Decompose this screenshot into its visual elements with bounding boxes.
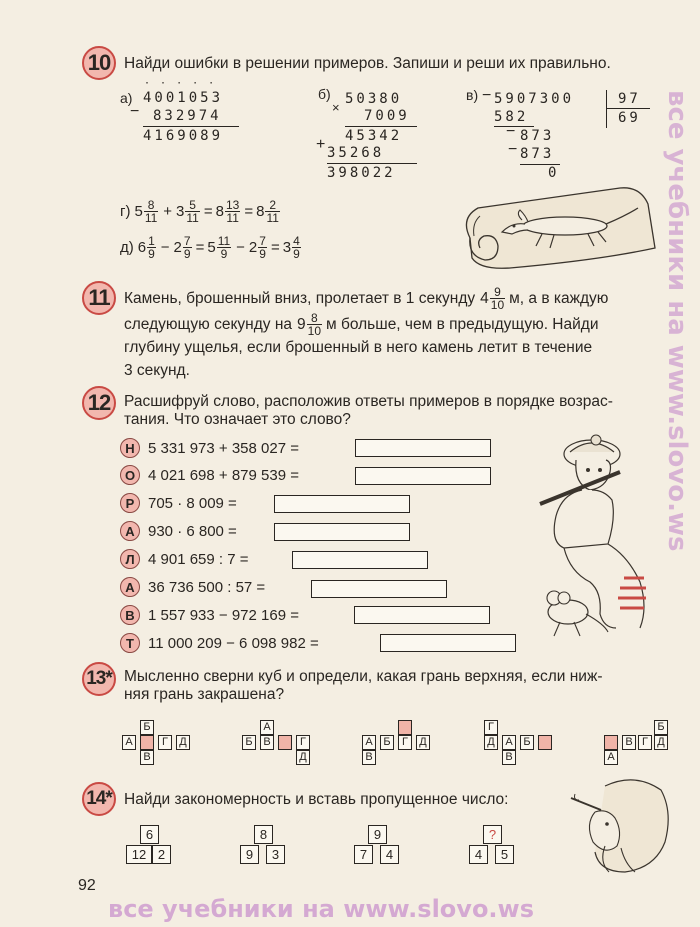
net-face: В — [502, 750, 516, 765]
task-10b-sign-add: + — [316, 136, 326, 153]
task-11-line4: 3 секунд. — [124, 362, 190, 379]
task-11-whole2: 9 — [297, 316, 306, 333]
task-10g-f1 — [144, 199, 158, 224]
letter-badge: А — [120, 577, 140, 597]
task-11-line1 — [124, 287, 608, 310]
task-10d-w5: 3 — [282, 238, 292, 256]
task-12-row-4 — [120, 520, 237, 542]
task-10b-label: б) — [318, 86, 331, 102]
den: 11 — [226, 210, 239, 225]
task-12-row-5 — [120, 548, 249, 570]
task-12-badge: 12 — [82, 386, 116, 420]
task-10d-expression — [120, 232, 302, 262]
den: 11 — [186, 210, 199, 225]
pattern-right: 3 — [266, 845, 285, 864]
task-10v-label: в) — [466, 87, 479, 103]
net-face-shaded — [398, 720, 412, 735]
answer-box-5[interactable] — [292, 551, 428, 569]
task-10a-line — [143, 126, 239, 127]
net-face: А — [260, 720, 274, 735]
pattern-left: 12 — [126, 845, 152, 864]
task-10b-top: 50380 — [345, 91, 403, 107]
task-10v-divisor-line — [606, 108, 650, 109]
net-face: Д — [484, 735, 498, 750]
num: 1 — [148, 233, 155, 248]
den: 10 — [307, 324, 322, 338]
task-10g-w3: 8 — [215, 202, 224, 220]
task-10b-p1: 45342 — [345, 128, 403, 144]
task-10v-r1: 582 — [494, 109, 529, 125]
pattern-right: 5 — [495, 845, 514, 864]
net-face: А — [502, 735, 516, 750]
task-10g-eq1: = — [203, 202, 213, 220]
task-10b-line1 — [345, 126, 417, 127]
task-10a-bottom: 832974 — [153, 108, 222, 124]
den: 11 — [144, 210, 158, 225]
task-12-row-7 — [120, 604, 299, 626]
task-11-frac2 — [307, 312, 322, 337]
task-12-row-3 — [120, 492, 237, 514]
task-10d-eq1: = — [195, 238, 205, 256]
task-10d-f1 — [147, 235, 156, 260]
task-10v-bracket — [606, 90, 607, 128]
task-10v-r2: 873 — [520, 128, 555, 144]
net-face: А — [604, 750, 618, 765]
net-face: Г — [638, 735, 652, 750]
task-10b-p2: 35268 — [327, 145, 385, 161]
net-face: Г — [158, 735, 172, 750]
task-13-badge: 13* — [82, 662, 116, 696]
task-10v-divisor: 97 — [618, 91, 641, 107]
net-face: Б — [380, 735, 394, 750]
pattern-top: 6 — [140, 825, 159, 844]
task-10g-op: + — [163, 202, 173, 220]
task-11-whole1: 4 — [480, 290, 489, 307]
task-10v-dividend: 5907300 — [494, 91, 575, 107]
task-10b-result: 398022 — [327, 165, 396, 181]
task-10g-w2: 3 — [176, 202, 185, 220]
net-face: В — [362, 750, 376, 765]
task-11-frac1 — [490, 286, 505, 311]
net-face: Г — [296, 735, 310, 750]
task-10b-sign-mul: × — [332, 100, 340, 115]
net-face-shaded — [140, 735, 154, 750]
num: 2 — [265, 199, 279, 212]
answer-box-6[interactable] — [311, 580, 447, 598]
net-face-shaded — [538, 735, 552, 750]
num: 9 — [490, 286, 505, 299]
pattern-left: 4 — [469, 845, 488, 864]
net-face: Д — [416, 735, 430, 750]
letter-badge: О — [120, 465, 140, 485]
answer-box-2[interactable] — [355, 467, 491, 485]
task-11-line1-a: Камень, брошенный вниз, пролетает в 1 секунду — [124, 290, 476, 307]
task-14-badge: 14* — [82, 782, 116, 816]
task-10g-w1: 5 — [134, 202, 143, 220]
task-10v-quotient: 69 — [618, 110, 641, 126]
task-13-line2: няя грань закрашена? — [124, 686, 285, 703]
task-12-row-6 — [120, 576, 265, 598]
task-10g-label: г) — [120, 202, 131, 220]
net-face: В — [140, 750, 154, 765]
task-10a-dots: · · · · · — [144, 78, 217, 89]
task-12-row-8 — [120, 632, 319, 654]
page-number: 92 — [78, 877, 96, 894]
num: 8 — [144, 199, 158, 212]
den: 11 — [266, 210, 279, 225]
pattern-top: 8 — [254, 825, 273, 844]
net-face-shaded — [278, 735, 292, 750]
task-10v-sign2: − — [506, 123, 516, 140]
letter-badge: А — [120, 521, 140, 541]
den: 9 — [220, 246, 228, 261]
letter-badge: Л — [120, 549, 140, 569]
boy-with-flute-illustration — [520, 432, 670, 642]
num: 7 — [183, 233, 191, 248]
net-face: Г — [484, 720, 498, 735]
den: 10 — [490, 298, 505, 312]
expression: 1 557 933 − 972 169 = — [148, 606, 299, 624]
task-10d-eq2: = — [270, 238, 280, 256]
net-face: Б — [520, 735, 534, 750]
task-10d-op1: − — [160, 238, 170, 256]
pattern-right: 2 — [152, 845, 171, 864]
task-10b-line2 — [327, 163, 417, 164]
answer-box-4[interactable] — [274, 523, 410, 541]
task-10a-result: 4169089 — [143, 128, 224, 144]
task-10a-label: а) — [120, 90, 133, 106]
den: 9 — [259, 246, 266, 261]
net-face: Б — [242, 735, 256, 750]
expression: 4 021 698 + 879 539 = — [148, 466, 299, 484]
net-face: Д — [176, 735, 190, 750]
task-10d-w3: 5 — [207, 238, 216, 256]
pattern-top-unknown[interactable]: ? — [483, 825, 502, 844]
task-12-row-1 — [120, 437, 299, 459]
net-face: В — [622, 735, 636, 750]
net-face: Г — [398, 735, 412, 750]
expression: 5 331 973 + 358 027 = — [148, 439, 299, 457]
net-face: Б — [654, 720, 668, 735]
letter-badge: В — [120, 605, 140, 625]
expression: 36 736 500 : 57 = — [148, 578, 266, 596]
num: 5 — [185, 199, 199, 212]
letter-badge: Т — [120, 633, 140, 653]
den: 9 — [148, 246, 155, 261]
task-10g-f2 — [185, 199, 199, 224]
answer-box-1[interactable] — [355, 439, 491, 457]
letter-badge: Р — [120, 493, 140, 513]
pattern-left: 7 — [354, 845, 373, 864]
task-10d-w1: 6 — [137, 238, 147, 256]
task-10a-sign: − — [130, 103, 140, 120]
task-10b-bottom: 7009 — [364, 108, 410, 124]
elephant-illustration — [565, 772, 675, 882]
pattern-top: 9 — [368, 825, 387, 844]
watermark-side: все учебники на www.slovo.ws — [662, 90, 692, 552]
answer-box-7[interactable] — [354, 606, 490, 624]
net-face: А — [362, 735, 376, 750]
den: 9 — [183, 246, 191, 261]
task-10g-expression — [120, 196, 281, 226]
task-10d-f3 — [217, 235, 231, 260]
num: 7 — [259, 233, 266, 248]
task-10a-top: 4001053 — [143, 90, 224, 106]
task-10g-f4 — [265, 199, 279, 224]
expression: 11 000 209 − 6 098 982 = — [148, 634, 319, 652]
task-11-line2 — [124, 313, 598, 336]
answer-box-3[interactable] — [274, 495, 410, 513]
task-10g-w4: 8 — [256, 202, 265, 220]
pattern-right: 4 — [380, 845, 399, 864]
task-11-line3: глубину ущелья, если брошенный в него камень летит в течение — [124, 339, 593, 356]
task-10d-op2: − — [236, 238, 245, 256]
watermark-bottom: все учебники на www.slovo.ws — [108, 895, 534, 923]
task-10d-f5 — [292, 235, 301, 260]
task-10g-eq2: = — [244, 202, 254, 220]
task-12-line2: тания. Что означает это слово? — [124, 411, 351, 428]
task-10d-label: д) — [120, 238, 134, 256]
expression: 705 · 8 009 = — [148, 494, 237, 512]
task-14-text: Найди закономерность и вставь пропущенное число: — [124, 791, 509, 808]
expression: 930 · 6 800 = — [148, 522, 237, 540]
net-face: Д — [296, 750, 310, 765]
net-face: А — [122, 735, 136, 750]
task-11-line2-a: следующую секунду на — [124, 316, 293, 333]
pattern-left: 9 — [240, 845, 259, 864]
letter-badge: Н — [120, 438, 140, 458]
den: 9 — [293, 246, 300, 261]
expression: 4 901 659 : 7 = — [148, 550, 249, 568]
task-11-line2-b: м больше, чем в предыдущую. Найди — [326, 316, 599, 333]
num: 4 — [293, 233, 300, 248]
num: 11 — [217, 233, 231, 248]
task-11-line1-b: м, а в каждую — [509, 290, 609, 307]
answer-box-8[interactable] — [380, 634, 516, 652]
net-face: Д — [654, 735, 668, 750]
task-10-badge: 10 — [82, 46, 116, 80]
task-11-badge: 11 — [82, 281, 116, 315]
task-10d-f2 — [183, 235, 192, 260]
task-10v-sign3: − — [508, 141, 518, 158]
task-10d-f4 — [258, 235, 267, 260]
num: 8 — [307, 312, 322, 325]
dachshund-illustration — [450, 178, 660, 276]
task-10v-rem: 0 — [548, 165, 560, 181]
task-10v-r3: 873 — [520, 146, 555, 162]
task-10d-w2: 2 — [173, 238, 182, 256]
task-10v-sign1: − — [482, 87, 492, 104]
net-face: Б — [140, 720, 154, 735]
task-12-line1: Расшифруй слово, расположив ответы примеров в порядке возрас- — [124, 393, 613, 410]
task-10-text: Найди ошибки в решении примеров. Запиши и реши их правильно. — [124, 55, 611, 72]
num: 13 — [225, 197, 240, 212]
task-10g-f3 — [225, 199, 240, 224]
task-10d-w4: 2 — [248, 238, 258, 256]
net-face: В — [260, 735, 274, 750]
task-13-line1: Мысленно сверни куб и определи, какая грань верхняя, если ниж- — [124, 668, 603, 685]
net-face-shaded — [604, 735, 618, 750]
task-12-row-2 — [120, 464, 299, 486]
